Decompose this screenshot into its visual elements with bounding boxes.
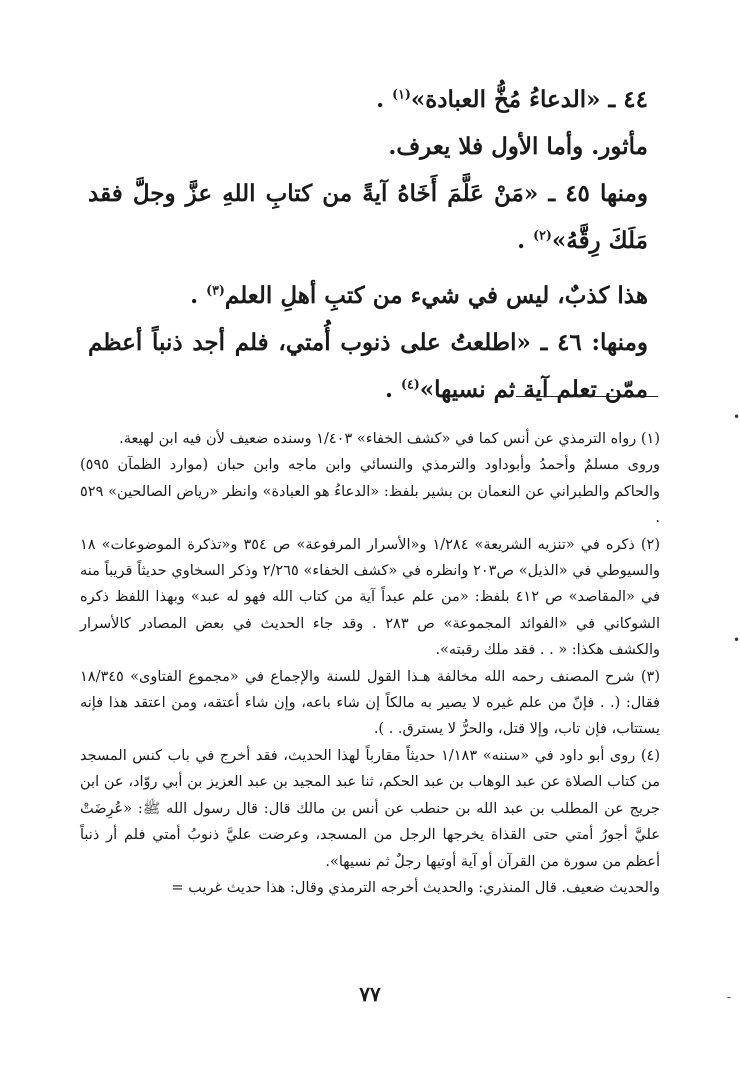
footnote-divider <box>516 396 658 397</box>
footnote-1-continued: وروى مسلمٌ وأحمدُ وأبوداود والترمذي والنسائي وابن ماجه وابن حبان (موارد الظمآن ٥٩٥) والحاكم والطبراني عن النعمان بن بشير بلفظ: «الدعاءُ هو العبادة» وانظر «رياض الصالحين» ٥٢٩ . <box>80 457 660 527</box>
footnote-number: (٢) <box>640 536 660 553</box>
comment-44: مأثور. وأما الأول فلا يعرف. <box>388 133 648 160</box>
main-text <box>88 76 648 413</box>
footnote-number: (٤) <box>640 747 660 764</box>
footnote-ref-4[interactable]: (٤) <box>400 376 420 392</box>
footnote-ref-1[interactable]: (١) <box>392 86 411 102</box>
hadith-45: ومنها ٤٥ ـ «مَنْ عَلَّمَ أَخَاهُ آيةً من كتابِ اللهِ عزَّ وجلَّ فقد مَلَكَ رِقَّهُ»$^{(٢)}$ . <box>88 180 648 254</box>
margin-dash: - <box>727 990 732 1004</box>
footnote-3: (٣) شرح المصنف رحمه الله مخالفة هـذا القول للسنة والإجماع في «مجموع الفتاوى» ١٨/٣٤٥ فقال: (. . فإنّ من علم غيره لا يصير به مالكاً إن شاء باعه، وإن شاء أعتقه، ومن اعتقد هذا فإنه يستتاب، فإن تاب، وإلا قتل، والحرُّ لا يسترق. . ). <box>80 668 660 738</box>
footnotes <box>80 426 660 901</box>
hadith-46: ومنها: ٤٦ ـ «اطلعتُ على ذنوب أُمتي، فلم أجد ذنباً أعظم ممّن تعلم آية ثم نسيها»$^{(٤)}$ . <box>88 329 648 403</box>
page-number: ٧٧ <box>359 982 381 1006</box>
hadith-44: ٤٤ ـ «الدعاءُ مُخُّ العبادة»$^{(١)}$ . <box>376 86 648 113</box>
footnote-4-continued: والحديث ضعيف. قال المنذري: والحديث أخرجه الترمذي وقال: هذا حديث غريب = <box>171 879 660 896</box>
footnote-1: (١) رواه الترمذي عن أنس كما في «كشف الخفاء» ١/٤٠٣ وسنده ضعيف لأن فيه ابن لهيعة. <box>119 431 660 447</box>
margin-dot: • <box>733 410 740 424</box>
margin-dot: • <box>733 633 740 647</box>
comment-45: هذا كذبٌ، ليس في شيء من كتبِ أهلِ العلم$^{(٣)}$ . <box>190 282 648 309</box>
footnote-number: (٣) <box>640 668 660 685</box>
footnote-ref-2[interactable]: (٢) <box>533 227 552 243</box>
footnote-number: (١) <box>640 431 660 447</box>
footnote-ref-3[interactable]: (٣) <box>206 282 225 298</box>
footnote-4: (٤) روى أبو داود في «سننه» ١/١٨٣ حديثاً مقارباً لهذا الحديث، فقد أخرج في باب كنس المسجد من كتاب الصلاة عن عبد الوهاب بن عبد الحكم، ثنا عبد المجيد بن عبد العزيز بن أبي روّاد، عن ابن جريج عن المطلب بن عبد الله بن حنطب عن أنس بن مالك قال: قال رسول الله ﷺ: «عُرِضَتْ عليَّ أجورُ أمتي حتى القذاة يخرجها الرجل من المسجد، وعرضت عليَّ ذنوبُ أمتي فلم أر ذنباً أعظم من سورة من القرآن أو آية أوتيها رجلٌ ثم نسيها». <box>80 747 660 870</box>
footnote-2: (٢) ذكره في «تنزيه الشريعة» ١/٢٨٤ و«الأسرار المرفوعة» ص ٣٥٤ و«تذكرة الموضوعات» ١٨ والسيوطي في «الذيل» ص٢٠٣ وانظره في «كشف الخفاء» ٢/٢٦٥ وذكر السخاوي حديثاً قريباً منه في «المقاصد» ص ٤١٢ بلفظ: «من علم عبداً آية من كتاب الله فهو له عبد» وبهذا اللفظ ذكره الشوكاني في «الفوائد المجموعة» ص ٢٨٣ . وقد جاء الحديث في بعض المصادر كالأسرار والكشف هكذا: « . . فقد ملك رقبته». <box>80 536 661 659</box>
